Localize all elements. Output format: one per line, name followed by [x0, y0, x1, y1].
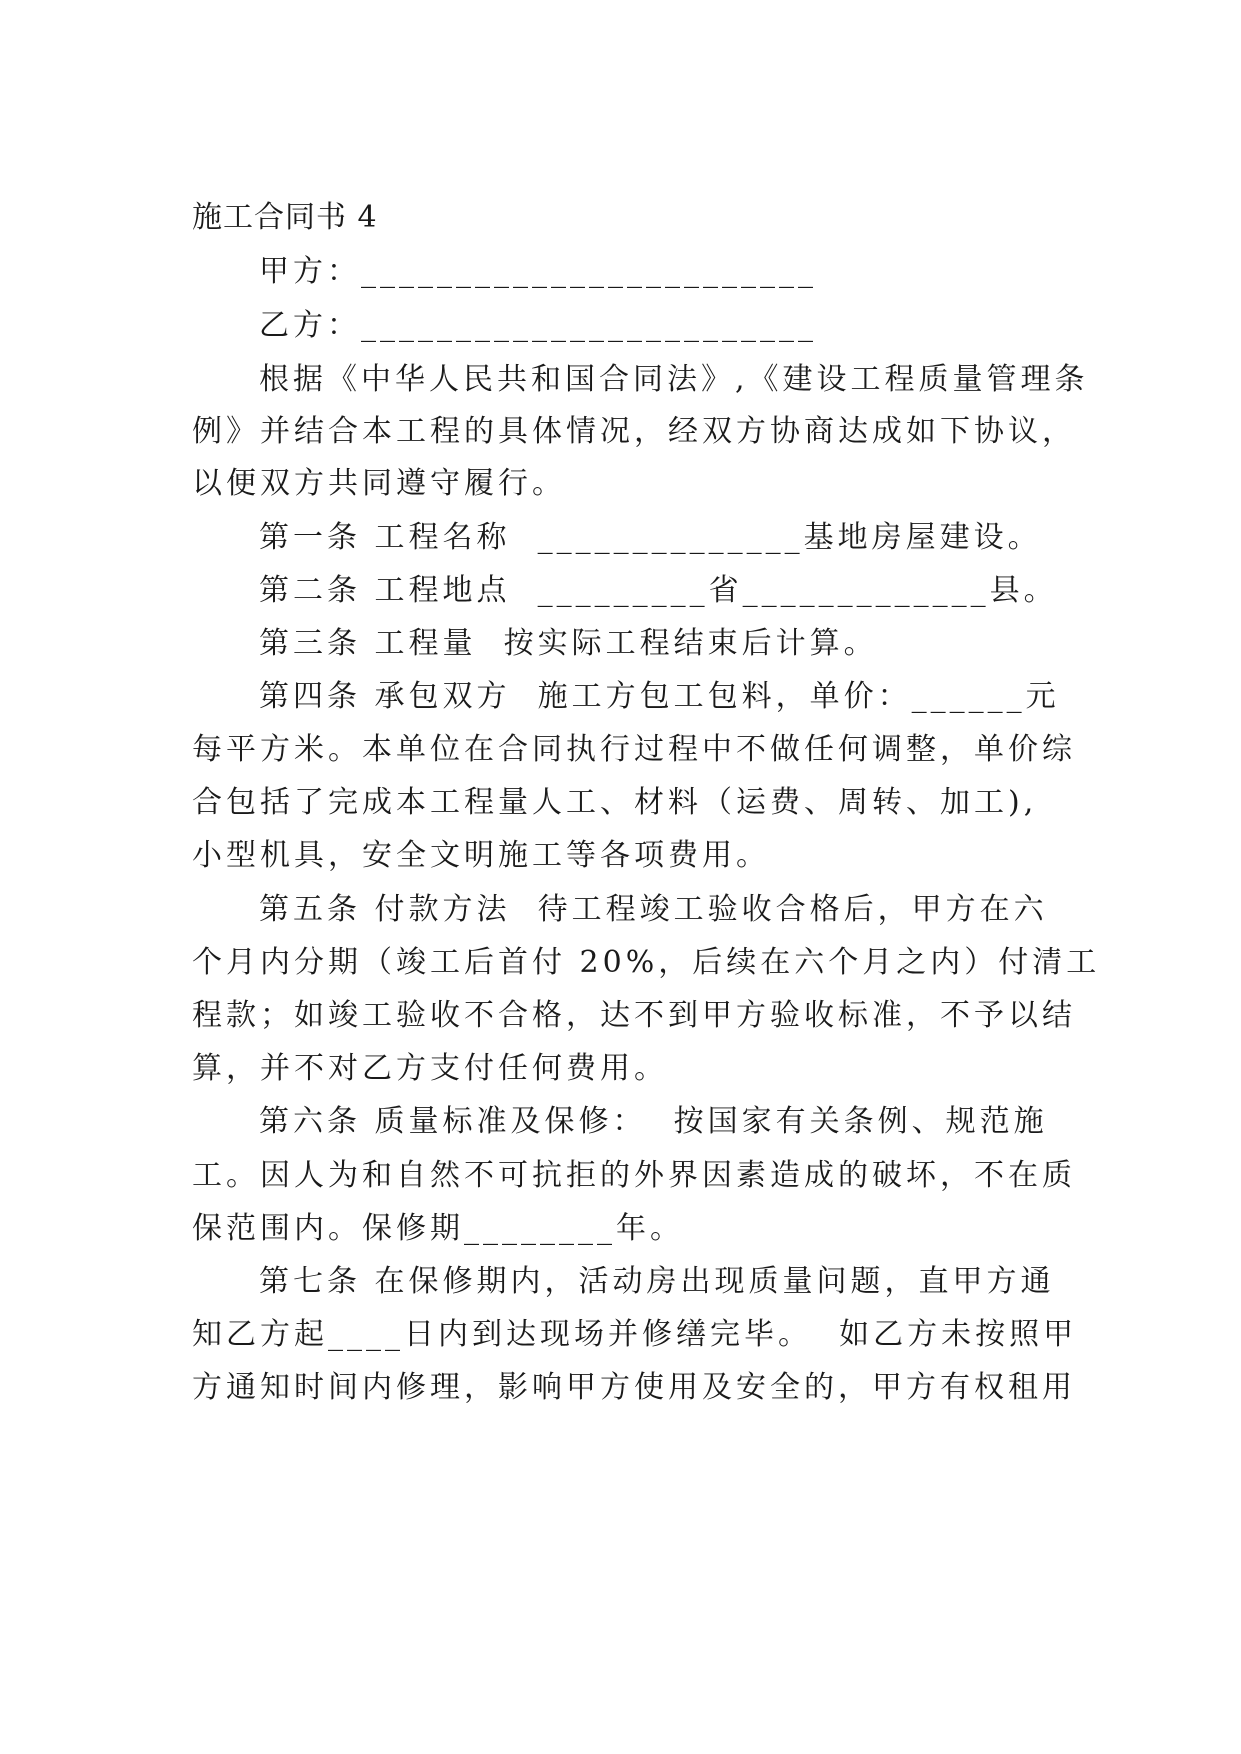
preamble-line-3: 以便双方共同遵守履行。 [192, 466, 566, 501]
article-7-line-2: 知乙方起____日内到达现场并修缮完毕。 如乙方未按照甲 [192, 1317, 1078, 1352]
preamble-line-1: 根据《中华人民共和国合同法》,《建设工程质量管理条 [259, 362, 1089, 397]
article-5-line-1: 第五条 付款方法 待工程竣工验收合格后，甲方在六 [259, 892, 1048, 927]
preamble-line-2: 例》并结合本工程的具体情况，经双方协商达成如下协议， [192, 414, 1076, 449]
article-6-line-2: 工。因人为和自然不可抗拒的外界因素造成的破坏，不在质 [192, 1158, 1076, 1193]
article-4-line-2: 每平方米。本单位在合同执行过程中不做任何调整，单价综 [192, 732, 1076, 767]
document-title: 施工合同书 4 [192, 200, 378, 235]
article-6-line-3: 保范围内。保修期________年。 [192, 1211, 684, 1246]
article-7-line-1: 第七条 在保修期内，活动房出现质量问题，直甲方通 [259, 1264, 1055, 1299]
article-4-line-4: 小型机具，安全文明施工等各项费用。 [192, 838, 770, 873]
article-3-line: 第三条 工程量 按实际工程结束后计算。 [259, 626, 878, 661]
article-7-line-3: 方通知时间内修理，影响甲方使用及安全的，甲方有权租用 [192, 1370, 1076, 1405]
article-5-line-3: 程款；如竣工验收不合格，达不到甲方验收标准，不予以结 [192, 998, 1076, 1033]
article-2-line: 第二条 工程地点 _________省_____________县。 [259, 573, 1058, 608]
article-1-line: 第一条 工程名称 ______________基地房屋建设。 [259, 520, 1042, 555]
article-5-line-4: 算，并不对乙方支付任何费用。 [192, 1051, 668, 1086]
article-4-line-3: 合包括了完成本工程量人工、材料（运费、周转、加工), [192, 785, 1038, 820]
article-5-line-2: 个月内分期（竣工后首付 20%，后续在六个月之内）付清工 [192, 945, 1101, 980]
party-a-line: 甲方：________________________ [259, 254, 817, 289]
article-6-line-1: 第六条 质量标准及保修： 按国家有关条例、规范施 [259, 1104, 1048, 1139]
party-b-line: 乙方：________________________ [259, 308, 817, 343]
article-4-line-1: 第四条 承包双方 施工方包工包料，单价：______元 [259, 679, 1060, 714]
